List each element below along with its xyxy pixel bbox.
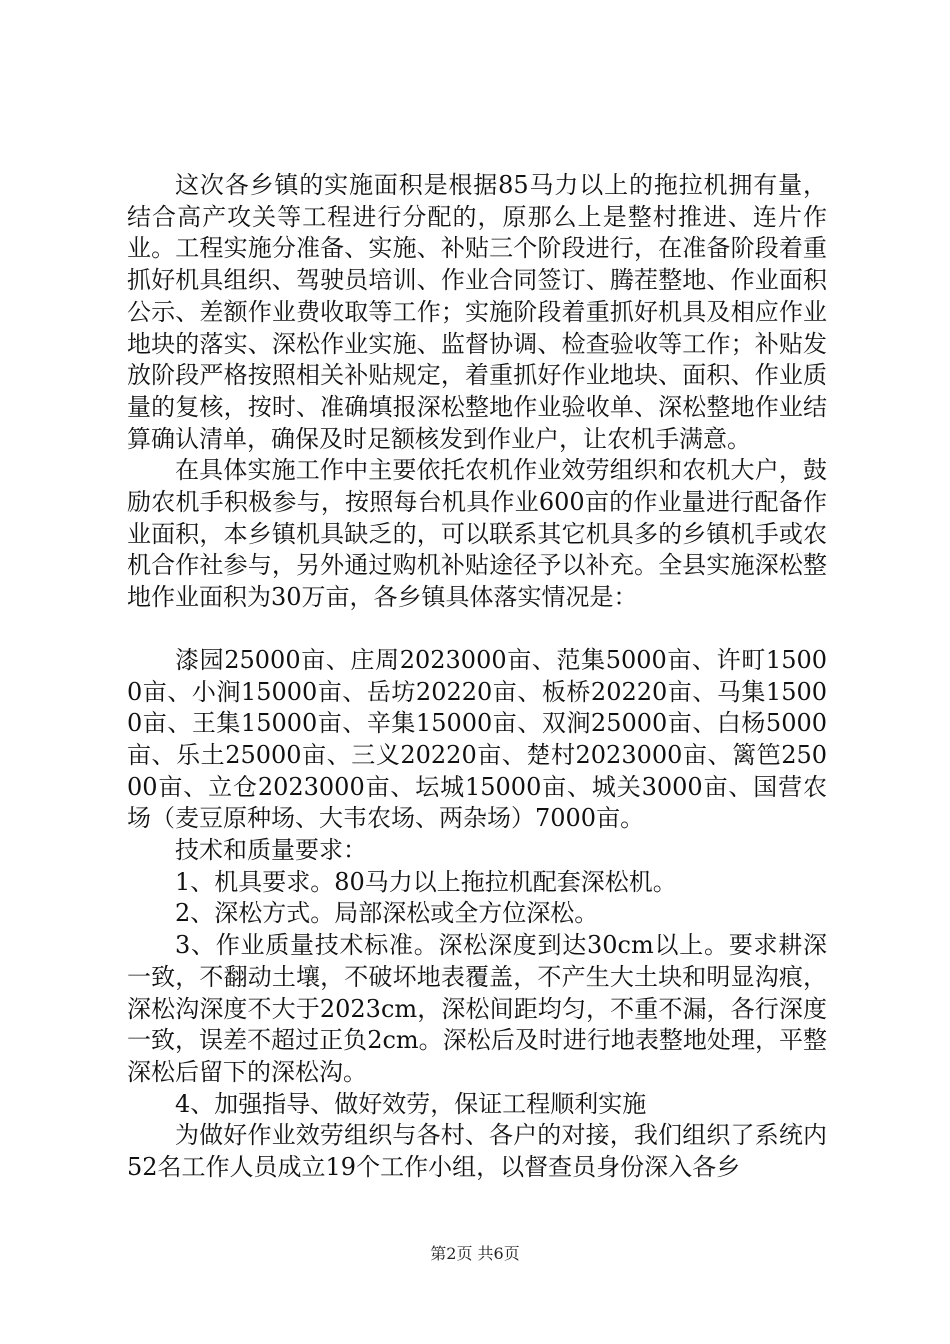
paragraph-technical-heading: 技术和质量要求： bbox=[175, 836, 367, 865]
paragraph-machinery-requirement: 1、机具要求。80马力以上拖拉机配套深松机。 bbox=[175, 867, 677, 896]
paragraph-township-areas: 漆园25000亩、庄周2023000亩、范集5000亩、许町15000亩、小涧15000亩、岳坊20220亩、板桥20220亩、马集15000亩、王集15000亩、辛集15000亩、双涧25000亩、白杨5000亩、乐土25000亩、三义20220亩、楚村2023000亩、篱笆25000亩、立仓2023000亩、坛城15000亩、城关3000亩、国营农场（麦豆原种场、大韦农场、两杂场）7000亩。 bbox=[127, 645, 827, 833]
paragraph-quality-standard: 3、作业质量技术标准。深松深度到达30cm以上。要求耕深一致，不翻动土壤，不破坏地表覆盖，不产生大土块和明显沟痕，深松沟深度不大于2023cm，深松间距均匀，不重不漏，各行深度一致，误差不超过正负2cm。深松后及时进行地表整地处理，平整深松后留下的深松沟。 bbox=[127, 931, 827, 1086]
document-body bbox=[127, 170, 827, 1184]
page-footer: 第2页 共6页 bbox=[430, 1244, 520, 1263]
paragraph-implementation-area: 这次各乡镇的实施面积是根据85马力以上的拖拉机拥有量，结合高产攻关等工程进行分配的，原那么上是整村推进、连片作业。工程实施分准备、实施、补贴三个阶段进行，在准备阶段着重抓好机具组织、驾驶员培训、作业合同签订、腾茬整地、作业面积公示、差额作业费收取等工作；实施阶段着重抓好机具及相应作业地块的落实、深松作业实施、监督协调、检查验收等工作；补贴发放阶段严格按照相关补贴规定，着重抓好作业地块、面积、作业质量的复核，按时、准确填报深松整地作业验收单、深松整地作业结算确认清单，确保及时足额核发到作业户，让农机手满意。 bbox=[127, 171, 827, 453]
paragraph-implementation-work: 在具体实施工作中主要依托农机作业效劳组织和农机大户，鼓励农机手积极参与，按照每台机具作业600亩的作业量进行配备作业面积，本乡镇机具缺乏的，可以联系其它机具多的乡镇机手或农机合作社参与，另外通过购机补贴途径予以补充。全县实施深松整地作业面积为30万亩，各乡镇具体落实情况是： bbox=[127, 456, 827, 612]
paragraph-guidance-heading: 4、加强指导、做好效劳，保证工程顺利实施 bbox=[175, 1089, 647, 1118]
paragraph-service-organization: 为做好作业效劳组织与各村、各户的对接，我们组织了系统内52名工作人员成立19个工作小组，以督查员身份深入各乡 bbox=[127, 1121, 827, 1182]
paragraph-subsoiling-method: 2、深松方式。局部深松或全方位深松。 bbox=[175, 899, 599, 928]
